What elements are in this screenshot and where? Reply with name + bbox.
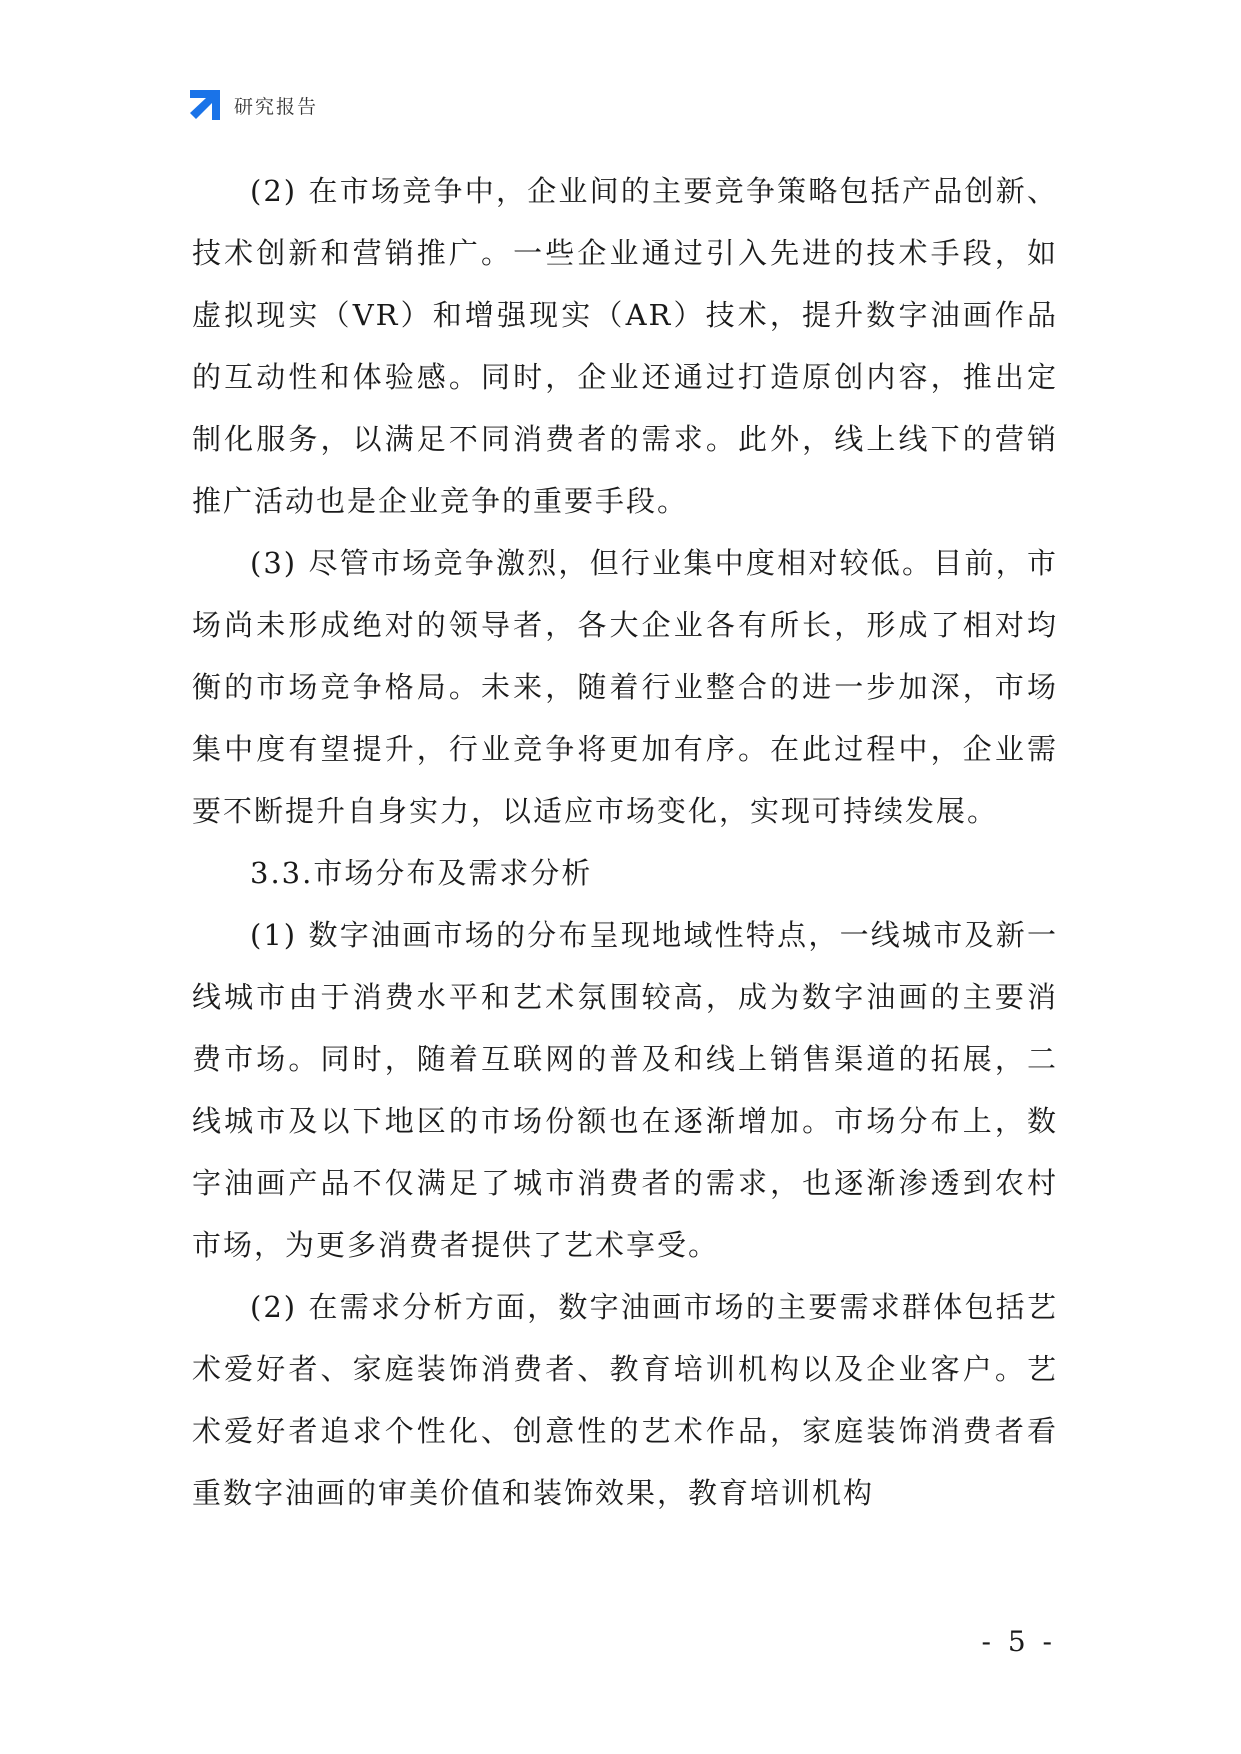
paragraph-market-distribution: (1) 数字油画市场的分布呈现地域性特点，一线城市及新一线城市由于消费水平和艺术氛围较高，成为数字油画的主要消费市场。同时，随着互联网的普及和线上销售渠道的拓展，二线城市及以下地区的市场份额也在逐渐增加。市场分布上，数字油画产品不仅满足了城市消费者的需求，也逐渐渗透到农村市场，为更多消费者提供了艺术享受。 (192, 918, 1058, 1262)
page-header (188, 88, 318, 122)
section-heading: 3.3.市场分布及需求分析 (250, 856, 593, 890)
paragraph-competition-strategy: (2) 在市场竞争中，企业间的主要竞争策略包括产品创新、技术创新和营销推广。一些企业通过引入先进的技术手段，如虚拟现实（VR）和增强现实（AR）技术，提升数字油画作品的互动性和体验感。同时，企业还通过打造原创内容，推出定制化服务，以满足不同消费者的需求。此外，线上线下的营销推广活动也是企业竞争的重要手段。 (192, 174, 1058, 518)
arrow-logo-icon (188, 88, 222, 122)
paragraph-demand-analysis: (2) 在需求分析方面，数字油画市场的主要需求群体包括艺术爱好者、家庭装饰消费者、教育培训机构以及企业客户。艺术爱好者追求个性化、创意性的艺术作品，家庭装饰消费者看重数字油画的审美价值和装饰效果，教育培训机构 (192, 1290, 1058, 1510)
paragraph-industry-concentration: (3) 尽管市场竞争激烈，但行业集中度相对较低。目前，市场尚未形成绝对的领导者，各大企业各有所长，形成了相对均衡的市场竞争格局。未来，随着行业整合的进一步加深，市场集中度有望提升，行业竞争将更加有序。在此过程中，企业需要不断提升自身实力，以适应市场变化，实现可持续发展。 (192, 546, 1058, 828)
header-title: 研究报告 (234, 95, 319, 118)
page-number: - 5 - (981, 1625, 1056, 1658)
document-body (192, 160, 1058, 1524)
